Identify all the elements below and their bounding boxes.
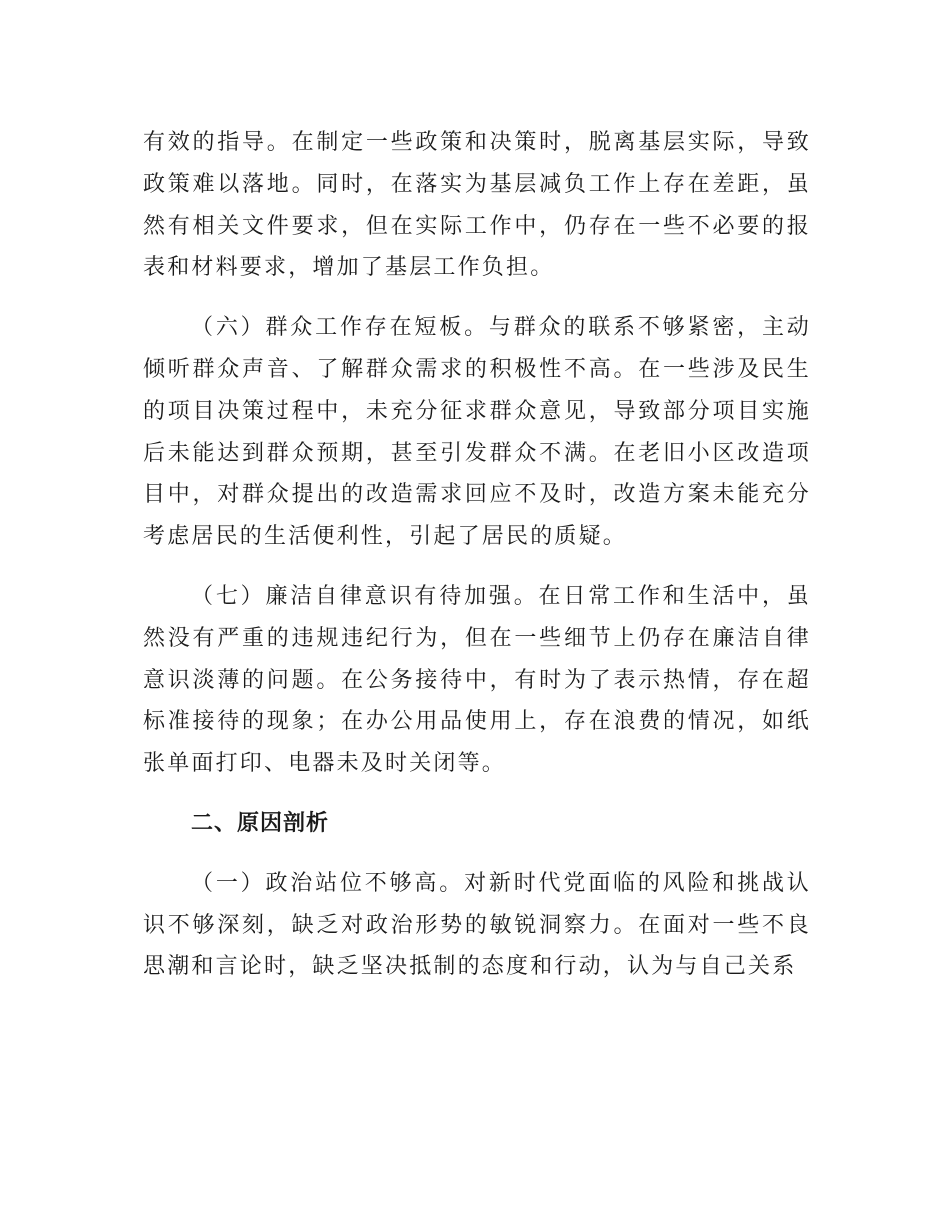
document-body <box>143 122 811 988</box>
paragraph-section-six: （六）群众工作存在短板。与群众的联系不够紧密，主动倾听群众声音、了解群众需求的积极性不高。在一些涉及民生的项目决策过程中，未充分征求群众意见，导致部分项目实施后未能达到群众预期，甚至引发群众不满。在老旧小区改造项目中，对群众提出的改造需求回应不及时，改造方案未能充分考虑居民的生活便利性，引起了居民的质疑。 <box>143 315 811 550</box>
section-heading-cause-analysis: 二、原因剖析 <box>191 810 330 836</box>
paragraph-cause-one: （一）政治站位不够高。对新时代党面临的风险和挑战认识不够深刻，缺乏对政治形势的敏锐洞察力。在面对一些不良思潮和言论时，缺乏坚决抵制的态度和行动，认为与自己关系 <box>143 870 811 980</box>
paragraph-continuation: 有效的指导。在制定一些政策和决策时，脱离基层实际，导致政策难以落地。同时，在落实为基层减负工作上存在差距，虽然有相关文件要求，但在实际工作中，仍存在一些不必要的报表和材料要求，增加了基层工作负担。 <box>143 130 811 281</box>
paragraph-section-seven: （七）廉洁自律意识有待加强。在日常工作和生活中，虽然没有严重的违规违纪行为，但在一些细节上仍存在廉洁自律意识淡薄的问题。在公务接待中，有时为了表示热情，存在超标准接待的现象；在办公用品使用上，存在浪费的情况，如纸张单面打印、电器未及时关闭等。 <box>143 583 811 777</box>
